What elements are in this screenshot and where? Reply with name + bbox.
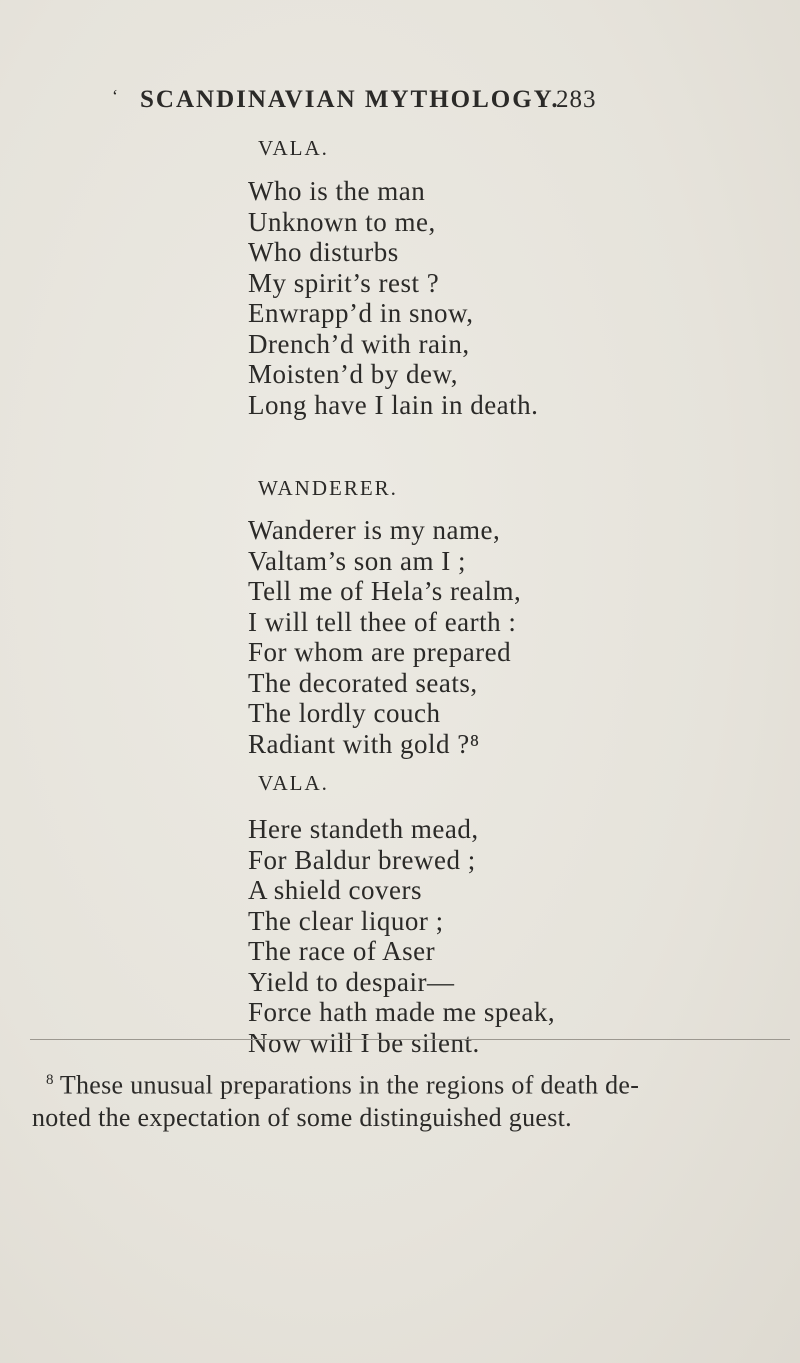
footnote-line-2: noted the expectation of some distinguished guest. — [32, 1102, 572, 1132]
footnote — [32, 1064, 786, 1134]
verse-line: The clear liquor ; — [248, 905, 444, 936]
page-number: 283 — [556, 86, 597, 113]
verse-line: Unknown to me, — [248, 206, 436, 237]
verse-lines — [248, 176, 538, 420]
verse-line: Moisten’d by dew, — [248, 359, 458, 389]
running-title: SCANDINAVIAN MYTHOLOGY. — [140, 86, 560, 113]
speaker-heading: VALA. — [258, 136, 329, 160]
footnote-line-1: These unusual preparations in the regions of death de- — [59, 1070, 640, 1100]
verse-line: Now will I be silent. — [248, 1027, 480, 1058]
verse-line: The decorated seats, — [248, 667, 478, 698]
stray-mark: ‘ — [112, 86, 120, 106]
verse-line: Valtam’s son am I ; — [248, 545, 466, 576]
verse-line: The race of Aser — [248, 936, 436, 966]
speaker-heading: VALA. — [258, 771, 329, 795]
running-head — [112, 86, 618, 120]
verse-line: Who disturbs — [248, 237, 399, 267]
verse-line: Long have I lain in death. — [248, 389, 539, 420]
verse-line: Who is the man — [248, 176, 426, 206]
verse-line: Enwrapp’d in snow, — [248, 298, 474, 328]
verse-lines — [248, 814, 555, 1058]
verse-line: For whom are prepared — [248, 637, 512, 667]
verse-line: I will tell thee of earth : — [248, 606, 517, 637]
verse-lines — [248, 515, 521, 759]
footnote-marker: 8 — [46, 1072, 54, 1088]
verse-line: Drench’d with rain, — [248, 328, 470, 359]
verse-line: A shield covers — [248, 875, 422, 905]
verse-line: Here standeth mead, — [248, 814, 479, 844]
verse-line: Force hath made me speak, — [248, 997, 556, 1027]
verse-line: My spirit’s rest ? — [248, 267, 440, 298]
footnote-divider — [30, 1039, 790, 1040]
verse-line: Tell me of Hela’s realm, — [248, 576, 522, 606]
verse-line: Wanderer is my name, — [248, 515, 501, 545]
verse-line: Radiant with gold ?⁸ — [248, 728, 480, 759]
verse-line: The lordly couch — [248, 698, 441, 728]
verse-line: For Baldur brewed ; — [248, 844, 476, 875]
verse-line: Yield to despair— — [248, 966, 455, 997]
speaker-heading: WANDERER. — [258, 476, 398, 500]
